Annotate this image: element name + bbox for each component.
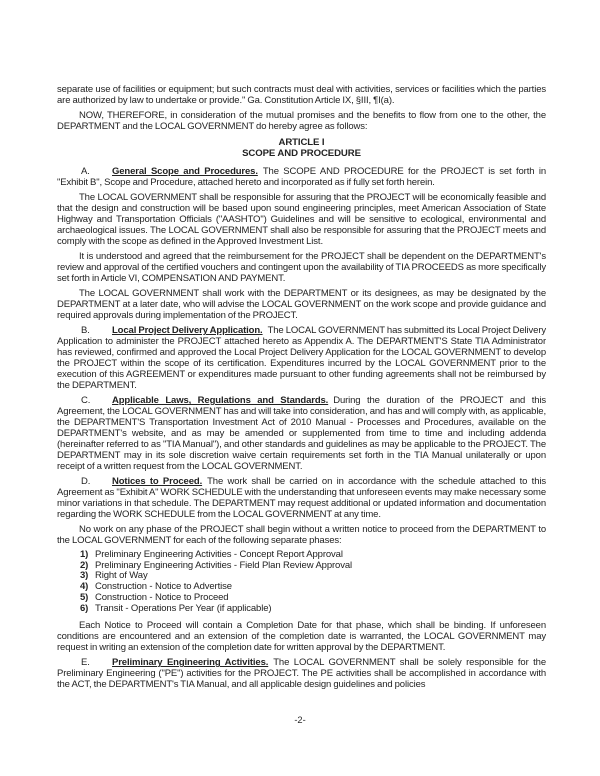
phase-number: 1) xyxy=(80,549,89,560)
section-d-letter: D. xyxy=(81,476,91,487)
phase-text: Preliminary Engineering Activities - Field Plan Review Approval xyxy=(95,559,352,571)
section-c-letter: C. xyxy=(81,395,91,406)
phase-text: Construction - Notice to Proceed xyxy=(95,591,229,603)
phase-text: Right of Way xyxy=(95,570,148,582)
section-e-paragraph xyxy=(57,657,546,690)
paragraph-constitution-excerpt: separate use of facilities or equipment; but such contracts must deal with activities, services or facilities which the parties are authorized by law to undertake or provide." Ga. Constitution Article IX, §III, ¶I(a). xyxy=(57,84,546,106)
phase-number: 3) xyxy=(80,570,89,582)
section-a-title: General Scope and Procedures. xyxy=(112,166,258,177)
section-b-letter: B. xyxy=(81,325,90,336)
paragraph-scope-responsibility: The LOCAL GOVERNMENT shall be responsible for assuring that the PROJECT will be economically feasible and that the design and construction will be based upon sound engineering principles, meet American Association of State Highway and Transportation Officials ("AASHTO") Guidelines and will be sensitive to ecological, environmental and archaeological issues. The LOCAL GOVERNMENT shall also be responsible for assuring that the PROJECT meets and comply with the scope as defined in the Approved Investment List. xyxy=(57,192,546,247)
section-d-text: The work shall be carried on in accordance with the schedule attached to this Agreement as "Exhibit A" WORK SCHEDULE with the understanding that unforeseen events may make necessary some minor variations in that schedule. The DEPARTMENT may request additional or updated information and documentation regarding the WORK SCHEDULE from the LOCAL GOVERNMENT at any time. xyxy=(57,476,546,520)
phase-item xyxy=(80,561,546,572)
document-body xyxy=(57,84,546,694)
section-e-letter: E. xyxy=(81,657,90,669)
section-d-paragraph xyxy=(57,476,546,520)
section-c-title: Applicable Laws, Regulations and Standards. xyxy=(112,395,329,406)
section-e-title: Preliminary Engineering Activities. xyxy=(112,657,269,669)
phase-text: Construction - Notice to Advertise xyxy=(95,581,232,593)
phase-text: Preliminary Engineering Activities - Concept Report Approval xyxy=(95,549,343,560)
section-a-letter: A. xyxy=(81,166,90,177)
paragraph-completion-date: Each Notice to Proceed will contain a Completion Date for that phase, which shall be binding. If unforeseen conditions are encountered and an extension of the completion date is warranted, the LOCAL GOVERNMENT may request in writing an extension of the completion date for written approval by the DEPARTMENT. xyxy=(57,620,546,654)
phase-number: 6) xyxy=(80,602,89,614)
paragraph-work-with-department: The LOCAL GOVERNMENT shall work with the DEPARTMENT or its designees, as may be designated by the DEPARTMENT at a later date, who will advise the LOCAL GOVERNMENT on the work scope and provide guidance and required approvals during implementation of the PROJECT. xyxy=(57,288,546,321)
section-e-text: The LOCAL GOVERNMENT shall be solely responsible for the Preliminary Engineering ("PE") activities for the PROJECT. The PE activities shall be accomplished in accordance with the ACT, the DEPARTMENT's TIA Manual, and all applicable design guidelines and policies xyxy=(57,657,546,691)
paragraph-now-therefore: NOW, THEREFORE, in consideration of the mutual promises and the benefits to flow from one to the other, the DEPARTMENT and the LOCAL GOVERNMENT do hereby agree as follows: xyxy=(57,110,546,132)
section-b-text: The LOCAL GOVERNMENT has submitted its Local Project Delivery Application to administer the PROJECT attached hereto as Appendix A. The DEPARTMENT'S State TIA Administrator has reviewed, confirmed and approved the Local Project Delivery Application for the LOCAL GOVERNMENT to develop the PROJECT within the scope of its certification. Expenditures incurred by the LOCAL GOVERNMENT prior to the execution of this AGREEMENT or expenditures made pursuant to other funding agreements shall not be reimbursed by the DEPARTMENT. xyxy=(57,325,547,391)
section-b-paragraph xyxy=(57,325,546,391)
article-title-heading: SCOPE AND PROCEDURE xyxy=(242,148,361,159)
paragraph-no-work: No work on any phase of the PROJECT shall begin without a written notice to proceed from the DEPARTMENT to the LOCAL GOVERNMENT for each of the following separate phases: xyxy=(57,524,546,546)
section-b-title: Local Project Delivery Application. xyxy=(112,325,263,336)
phase-number: 5) xyxy=(80,591,89,603)
section-c-text: During the duration of the PROJECT and this Agreement, the LOCAL GOVERNMENT has and will take into consideration, and has and will comply with, as applicable, the DEPARTMENT'S Transportation Investment Act of 2010 Manual - Processes and Procedures, available on the DEPARTMENT's website, and as may be amended or supplemented from time to time and including addenda (hereinafter referred to as "TIA Manual"), and other standards and guidelines as may be applicable to the PROJECT. The DEPARTMENT may in its sole discretion waive certain requirements set forth in the TIA Manual unilaterally or upon receipt of a written request from the LOCAL GOVERNMENT. xyxy=(57,395,546,472)
phase-text: Transit - Operations Per Year (if applicable) xyxy=(95,602,272,614)
phase-list xyxy=(57,550,546,614)
section-a-paragraph xyxy=(57,166,546,188)
section-a-text: The SCOPE AND PROCEDURE for the PROJECT is set forth in "Exhibit B", Scope and Procedure, attached hereto and incorporated as if fully set forth herein. xyxy=(57,166,546,188)
phase-item xyxy=(80,604,546,615)
phase-number: 4) xyxy=(80,581,89,593)
section-d-title: Notices to Proceed. xyxy=(112,476,203,487)
paragraph-reimbursement: It is understood and agreed that the reimbursement for the PROJECT shall be dependent on the DEPARTMENT's review and approval of the certified vouchers and contingent upon the availability of TIA PROCEEDS as more specifically set forth in Article VI, COMPENSATION AND PAYMENT. xyxy=(57,251,546,284)
article-number-heading: ARTICLE I xyxy=(278,137,325,148)
phase-number: 2) xyxy=(80,559,89,571)
page-number: -2- xyxy=(294,715,306,725)
section-c-paragraph xyxy=(57,395,546,472)
